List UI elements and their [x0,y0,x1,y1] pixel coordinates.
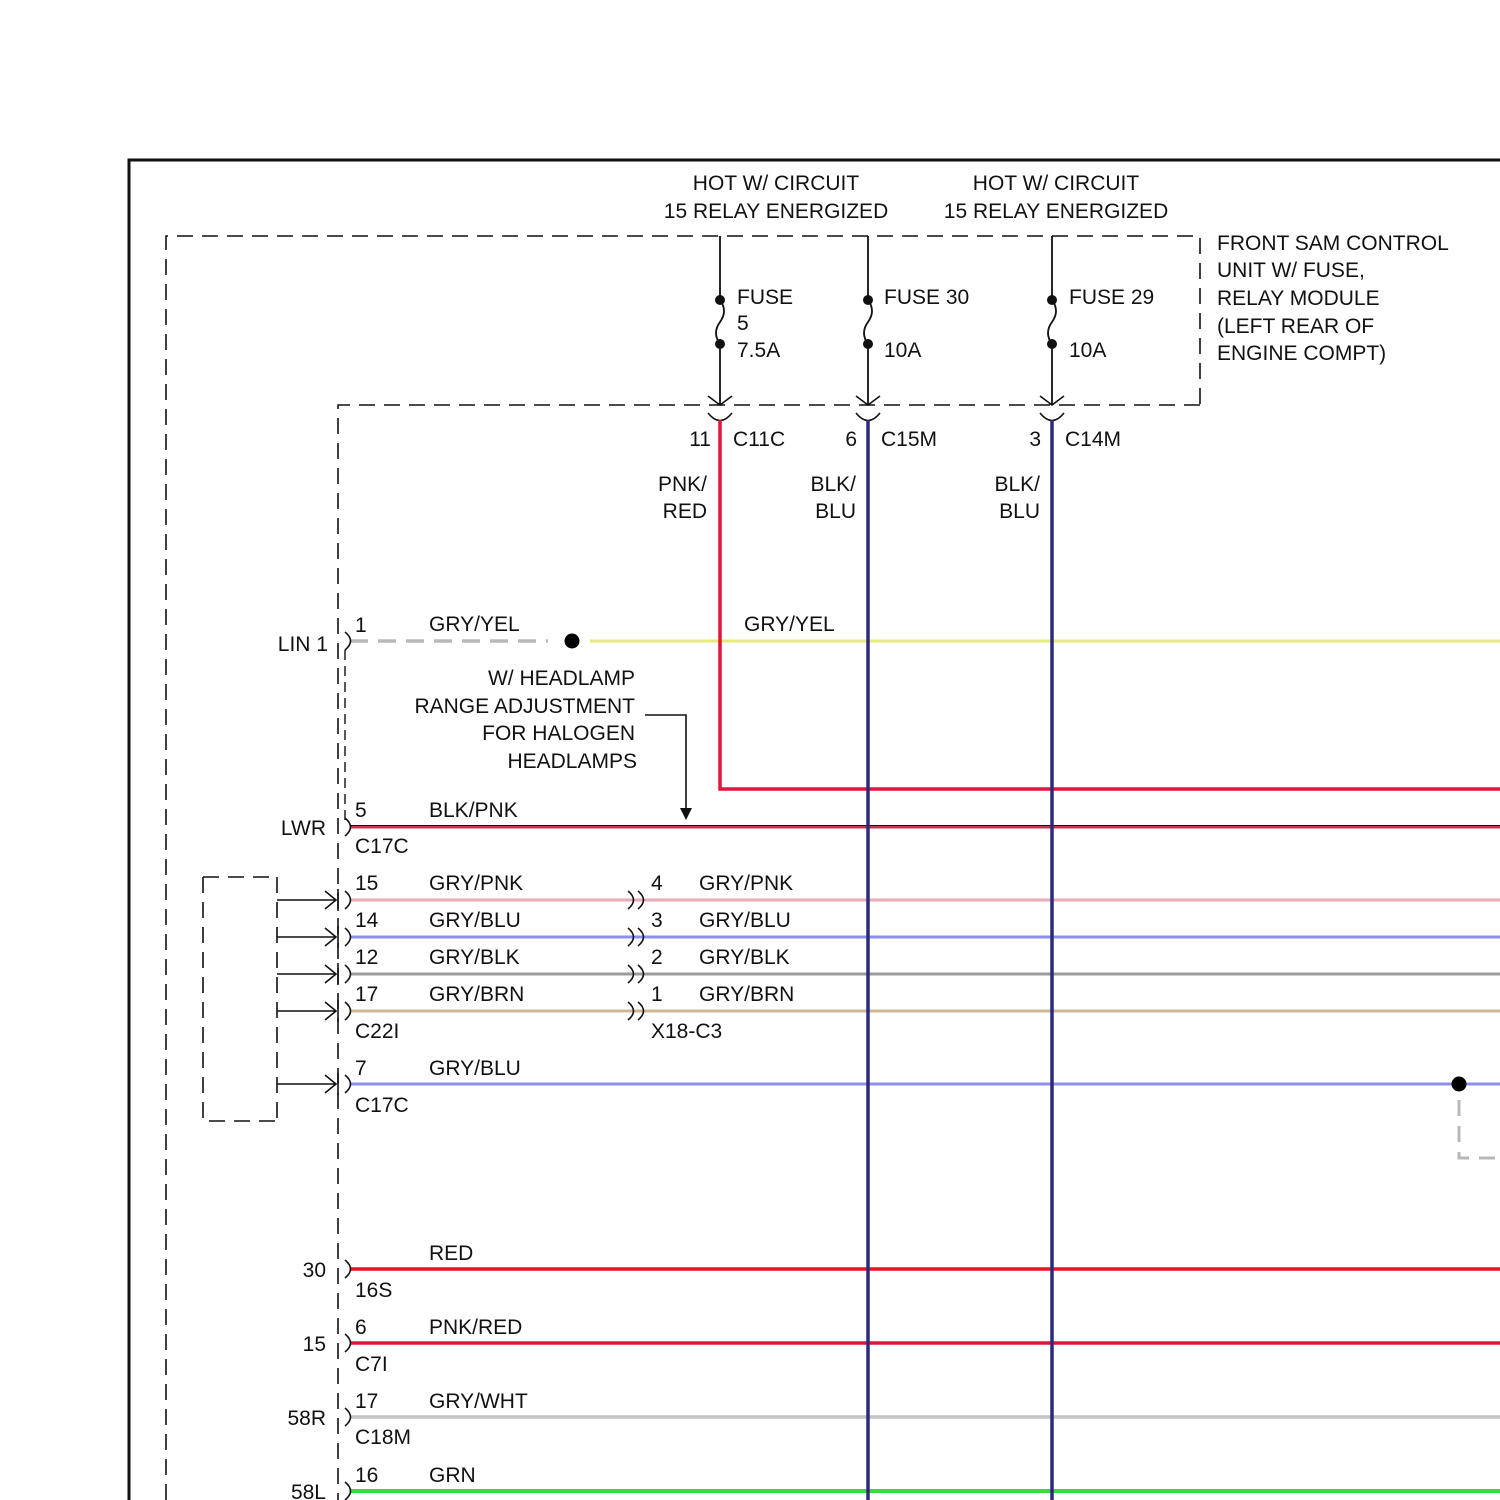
lin1-label: LIN 1 [277,633,328,656]
fuse-29-rating: 10A [1069,339,1107,362]
bus-row-1-pin-right: 4 [651,872,663,895]
sam-box-label-line4: (LEFT REAR OF [1217,315,1375,338]
lin1-splice-dot [565,634,580,649]
lwr-connector: C17C [355,835,409,858]
note-line3: FOR HALOGEN [482,722,635,745]
bus-row-3-wire-left: GRY/BLK [429,946,520,969]
power-row-15-wire-color: PNK/RED [429,1316,523,1339]
hot-label-2-line2: 15 RELAY ENERGIZED [943,200,1169,223]
fuse-29-wire-color-line1: BLK/ [994,473,1040,496]
bus-row-3-wire-right: GRY/BLK [699,946,790,969]
fuse-29-pin: 3 [1029,428,1041,451]
power-row-58r-connector: C18M [355,1426,412,1449]
bus-row-3-pin-left: 12 [355,946,379,969]
hot-label-1-line1: HOT W/ CIRCUIT [692,172,860,195]
bus-row-1-wire-left: GRY/PNK [429,872,524,895]
fuse-5-name: FUSE [737,286,794,309]
bus-arrow-row-1 [277,889,351,911]
lwr-pin: 5 [355,799,367,822]
note-line1: W/ HEADLAMP [487,667,635,690]
bus-arrow-row-5 [277,1073,351,1095]
sam-box-label-line5: ENGINE COMPT) [1217,342,1387,365]
fuse-5-wire-color-line2: RED [662,500,707,523]
fuse-30-wire-color-line1: BLK/ [810,473,856,496]
power-row-30-connector: 16S [355,1279,393,1302]
bus-row-4-pin-right: 1 [651,983,663,1006]
sam-box-label-line3: RELAY MODULE [1217,287,1380,310]
c17c-splice-dot [1452,1077,1467,1092]
fuse-5 [708,236,732,421]
bus-row-2-wire-left: GRY/BLU [429,909,521,932]
power-row-58l [345,1482,351,1500]
bus-row-4-wire-right: GRY/BRN [699,983,795,1006]
lin1-pin: 1 [355,614,367,637]
fuse-5-pin: 11 [689,428,711,451]
c17c-row-connector: C17C [355,1094,409,1117]
c17c-row-pin: 7 [355,1057,367,1080]
bus-row-4-pin-left: 17 [355,983,379,1006]
lwr-wire-color: BLK/PNK [429,799,518,822]
bus-row-2-pin-left: 14 [355,909,379,932]
power-row-15-connector: C7I [355,1353,388,1376]
hot-label-2-line1: HOT W/ CIRCUIT [972,172,1140,195]
fuse-5-wire-color-line1: PNK/ [657,473,707,496]
lin1-connector-symbol [345,632,351,650]
bus-arrow-row-4 [277,1000,351,1022]
power-row-15-terminal: 15 [302,1333,326,1356]
bus-arrow-row-2 [277,926,351,948]
fuse-5-connector: C11C [733,428,786,451]
note-line4: HEADLAMPS [507,750,637,773]
bus-row-2-wire-right: GRY/BLU [699,909,791,932]
power-row-30-terminal: 30 [302,1259,326,1282]
bus-arrow-row-3 [277,963,351,985]
power-row-15-pin: 6 [355,1316,367,1339]
c17c-row-wire-color: GRY/BLU [429,1057,521,1080]
fuse-30 [856,236,880,421]
lin1-wire-color-inside: GRY/YEL [429,613,520,636]
fuse-29-connector: C14M [1065,428,1122,451]
power-row-30-wire-color: RED [429,1242,474,1265]
fuse-29-name: FUSE 29 [1069,286,1155,309]
bus-row-4-wire-left: GRY/BRN [429,983,525,1006]
sam-outer-dashed-box [166,236,1200,1500]
note-line2: RANGE ADJUSTMENT [414,695,635,718]
power-row-58r [345,1408,351,1426]
lwr-label: LWR [280,817,326,840]
bus-connector-right: X18-C3 [651,1020,723,1043]
fuse-30-name: FUSE 30 [884,286,970,309]
fuse-29 [1040,236,1064,421]
x18-c3-connector-symbols [628,891,644,1020]
bus-row-1-pin-left: 15 [355,872,379,895]
lwr-connector-symbol [345,818,351,836]
power-row-15 [345,1334,351,1352]
lin1-wire-color-outside: GRY/YEL [744,613,835,636]
power-row-58l-wire-color: GRN [429,1464,476,1487]
fuse-30-wire-color-line2: BLU [815,500,856,523]
c17c-optional-branch [1459,1100,1500,1158]
sam-box-label-line1: FRONT SAM CONTROL [1217,232,1449,255]
fuse-30-rating: 10A [884,339,922,362]
power-row-58r-terminal: 58R [287,1407,326,1430]
power-row-58r-pin: 17 [355,1390,379,1413]
external-component-dashed-box [203,877,277,1121]
power-row-58r-wire-color: GRY/WHT [429,1390,528,1413]
fuse-5-rating: 7.5A [737,339,781,362]
fuse-29-wire-color-line2: BLU [999,500,1040,523]
fuse-30-pin: 6 [845,428,857,451]
note-pointer-arrow [645,715,686,812]
sam-box-label-line2: UNIT W/ FUSE, [1217,259,1365,282]
hot-label-1-line2: 15 RELAY ENERGIZED [663,200,889,223]
power-row-30 [345,1260,351,1278]
fuse-30-connector: C15M [881,428,938,451]
power-row-58l-terminal: 58L [290,1481,326,1500]
bus-row-1-wire-right: GRY/PNK [699,872,794,895]
bus-row-3-pin-right: 2 [651,946,663,969]
fuse-5-number: 5 [737,312,749,335]
bus-row-2-pin-right: 3 [651,909,663,932]
power-row-58l-pin: 16 [355,1464,379,1487]
bus-connector-left: C22I [355,1020,400,1043]
